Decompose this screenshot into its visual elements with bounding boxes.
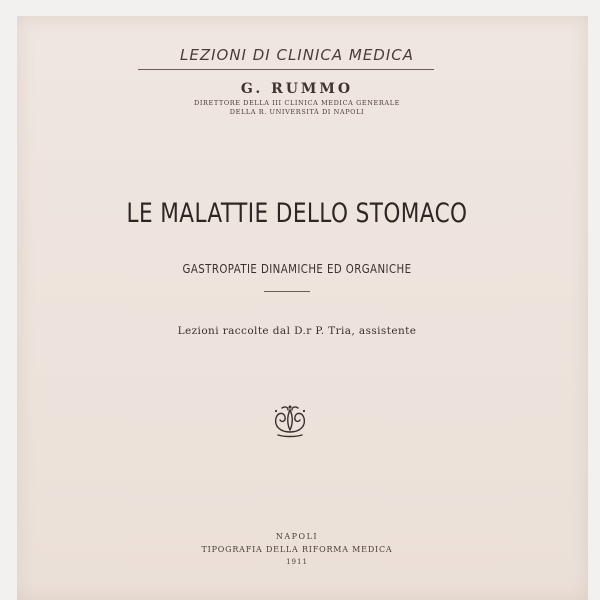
book-subtitle: GASTROPATIE DINAMICHE ED ORGANICHE xyxy=(182,262,412,276)
series-rule xyxy=(138,69,434,70)
author-affiliation-line-2: DELLA R. UNIVERSITÀ DI NAPOLI xyxy=(229,108,365,116)
imprint-city: NAPOLI xyxy=(275,532,319,541)
printer-ornament-icon xyxy=(270,402,310,438)
subtitle-rule xyxy=(264,291,310,292)
author-name: G. RUMMO xyxy=(240,81,354,97)
title-page xyxy=(17,16,588,600)
collected-by-line: Lezioni raccolte dal D.r P. Tria, assistente xyxy=(177,325,417,337)
imprint-year: 1911 xyxy=(286,558,308,566)
book-title: LE MALATTIE DELLO STOMACO xyxy=(126,198,468,229)
author-affiliation-line-1: DIRETTORE DELLA III CLINICA MEDICA GENERALE xyxy=(194,99,400,107)
series-title: LEZIONI DI CLINICA MEDICA xyxy=(179,46,415,64)
imprint-printer: TIPOGRAFIA DELLA RIFORMA MEDICA xyxy=(201,545,393,554)
